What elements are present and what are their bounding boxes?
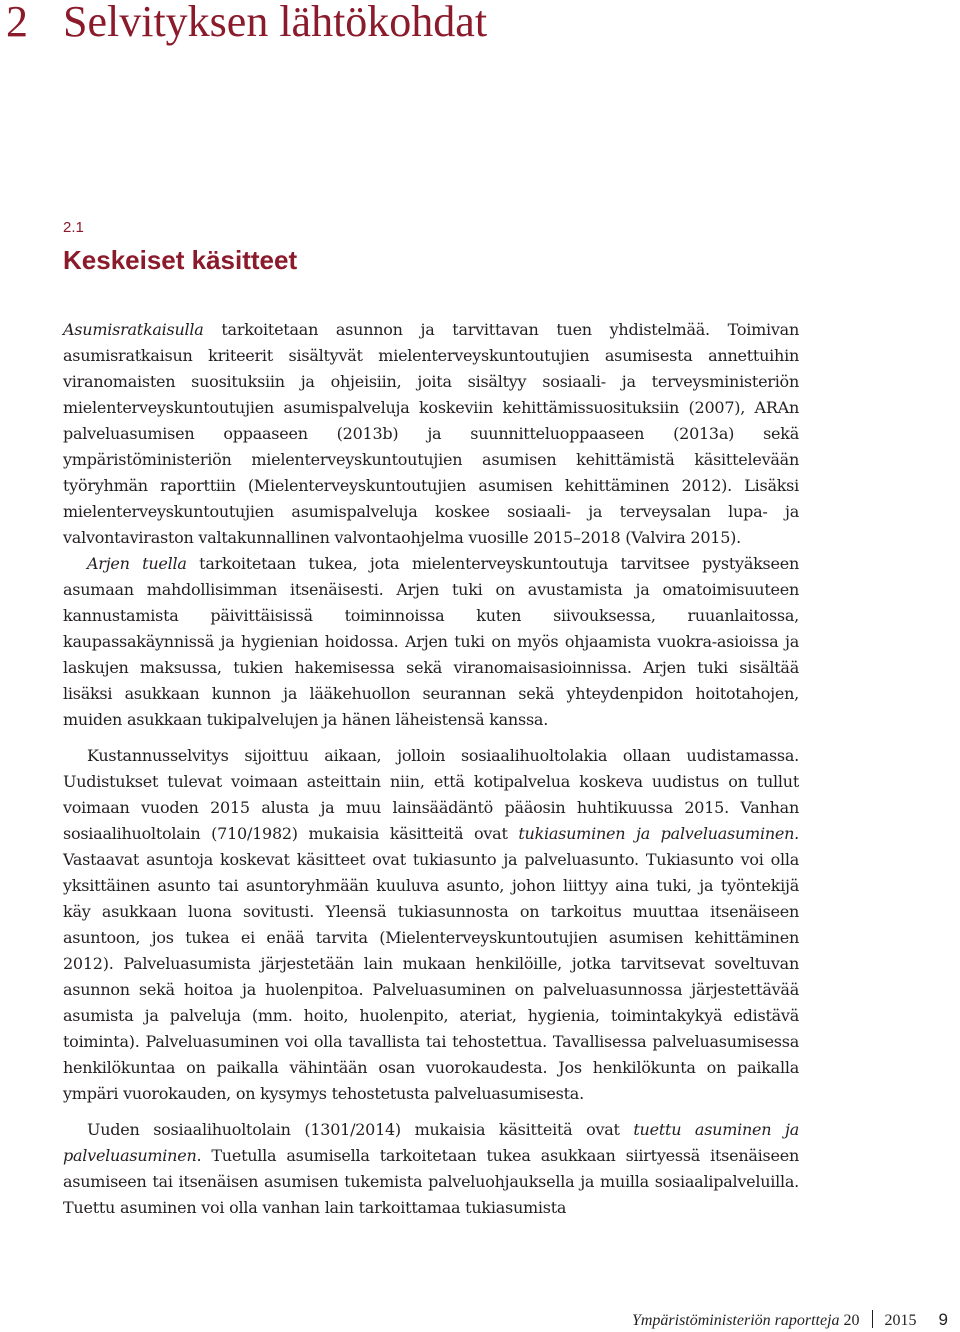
paragraph-text: tarkoitetaan asunnon ja tarvittavan tuen yhdistelmää. Toimivan asumisratkaisun kriteerit sisältyvät mielenterveyskuntoutujien asumisesta annettuihin viranomaisten suosituksiin ja ohjeisiin, joita sisältyy sosiaali- ja terveysministeriön mielenterveyskuntoutujien asumispalveluja koskeviin kehittämissuosituksiin (2007), ARAn palveluasumisen oppaaseen (2013b) ja suunnitteluoppaaseen (2013a) sekä ympäristöministeriön mielenterveyskuntoutujien asumisen kehittämistä käsittelevään työryhmän raporttiin (Mielenterveyskuntoutujien asumisen kehittäminen 2012). Lisäksi mielenterveyskuntoutujien asumispalveluja koskee sosiaali- ja terveysalan lupa- ja valvontaviraston valtakunnallinen valvontaohjelma vuosille 2015–2018 (Valvira 2015).: [63, 320, 799, 547]
chapter-title: Selvityksen lähtökohdat: [63, 0, 488, 46]
footer-year: 2015: [884, 1312, 917, 1329]
paragraph-uusi-laki: [63, 1117, 799, 1221]
paragraph-text: Kustannusselvitys sijoittuu aikaan, jolloin sosiaalihuoltolakia ollaan uudistamassa. Uudistukset tulevat voimaan asteittain niin, että kotipalvelua koskeva uudistus on tullut voimaan vuoden 2015 alusta ja muu lainsäädäntö pääosin huhtikuussa 2015. Vanhan sosiaalihuoltolain (710/1982) mukaisia käsitteitä ovat: [63, 746, 799, 843]
paragraph-text: Uuden sosiaalihuoltolain (1301/2014) mukaisia käsitteitä ovat: [87, 1120, 634, 1139]
body-text: [63, 317, 799, 1221]
paragraph-asumisratkaisu: [63, 317, 799, 551]
paragraph-arjen-tuki: [63, 551, 799, 733]
paragraph-text: Vastaavat asuntoja koskevat käsitteet ovat tukiasunto ja palveluasunto. Tukiasunto voi olla yksittäinen asunto tai asuntoryhmään kuuluva asunto, johon liittyy aina tuki, ja työntekijä käy asukkaan luona sovitusti. Yleensä tukiasunnosta on tarkoitus muuttaa itsenäiseen asuntoon, jos tukea ei enää tarvita (Mielenterveyskuntoutujien asumisen kehittäminen 2012). Palveluasumista järjestetään lain mukaan henkilöille, jotka tarvitsevat soveltuvan asunnon sekä hoitoa ja huolenpitoa. Palveluasuminen on palveluasunnossa järjestettävää asumista ja palveluja (mm. hoito, huolenpito, ateriat, hygienia, toimintakykyä edistävä toiminta). Palveluasuminen voi olla tavallista tai tehostettua. Tavallisessa palveluasumisessa henkilökuntaa on paikalla vähintään osan vuorokaudesta. Jos henkilökunta on paikalla ympäri vuorokauden, on kysymys tehostetusta palveluasumisesta.: [63, 850, 799, 1103]
page-number: 9: [938, 1310, 948, 1329]
term-tukiasuminen: tukiasuminen ja palveluasuminen.: [518, 824, 799, 843]
chapter-number: 2: [6, 0, 28, 46]
section-number: 2.1: [63, 219, 84, 236]
paragraph-text: tarkoitetaan tukea, jota mielenterveyskuntoutuja tarvitsee pystyäkseen asumaan mahdollisimman itsenäisesti. Arjen tuki on avustamista ja omatoimisuuteen kannustamista päivittäisissä toiminnoissa kuten siivouksessa, ruuanlaitossa, kaupassakäynnissä ja hygienian hoidossa. Arjen tuki on myös ohjaamista vuokra-asioissa ja laskujen maksussa, tukien hakemisessa sekä viranomaisasioinnissa. Arjen tuki sisältää lisäksi asukkaan kunnon ja lääkehuollon seurannan sekä yhteydenpidon hoitotahojen, muiden asukkaan tukipalvelujen ja hänen läheistensä kanssa.: [63, 554, 800, 729]
page-footer: [632, 1309, 948, 1332]
paragraph-kustannusselvitys: [63, 743, 799, 1107]
chapter-heading: [6, 0, 487, 44]
section-title: Keskeiset käsitteet: [63, 245, 298, 275]
term-arjen-tuella: Arjen tuella: [87, 554, 187, 573]
footer-publication: Ympäristöministeriön raportteja: [631, 1312, 840, 1329]
paragraph-text: . Tuetulla asumisella tarkoitetaan tukea asukkaan siirtyessä itsenäiseen asumiseen tai itsenäisen asumisen tukemista palveluohjauksella ja muilla sosiaalipalveluilla. Tuettu asuminen voi olla vanhan lain tarkoittamaa tukiasumista: [63, 1146, 799, 1217]
footer-issue: 20: [843, 1312, 860, 1329]
footer-divider: [872, 1310, 873, 1328]
term-asumisratkaisulla: Asumisratkaisulla: [63, 320, 204, 339]
term-tuettu-asuminen: tuettu asuminen ja palveluasuminen: [63, 1120, 799, 1165]
